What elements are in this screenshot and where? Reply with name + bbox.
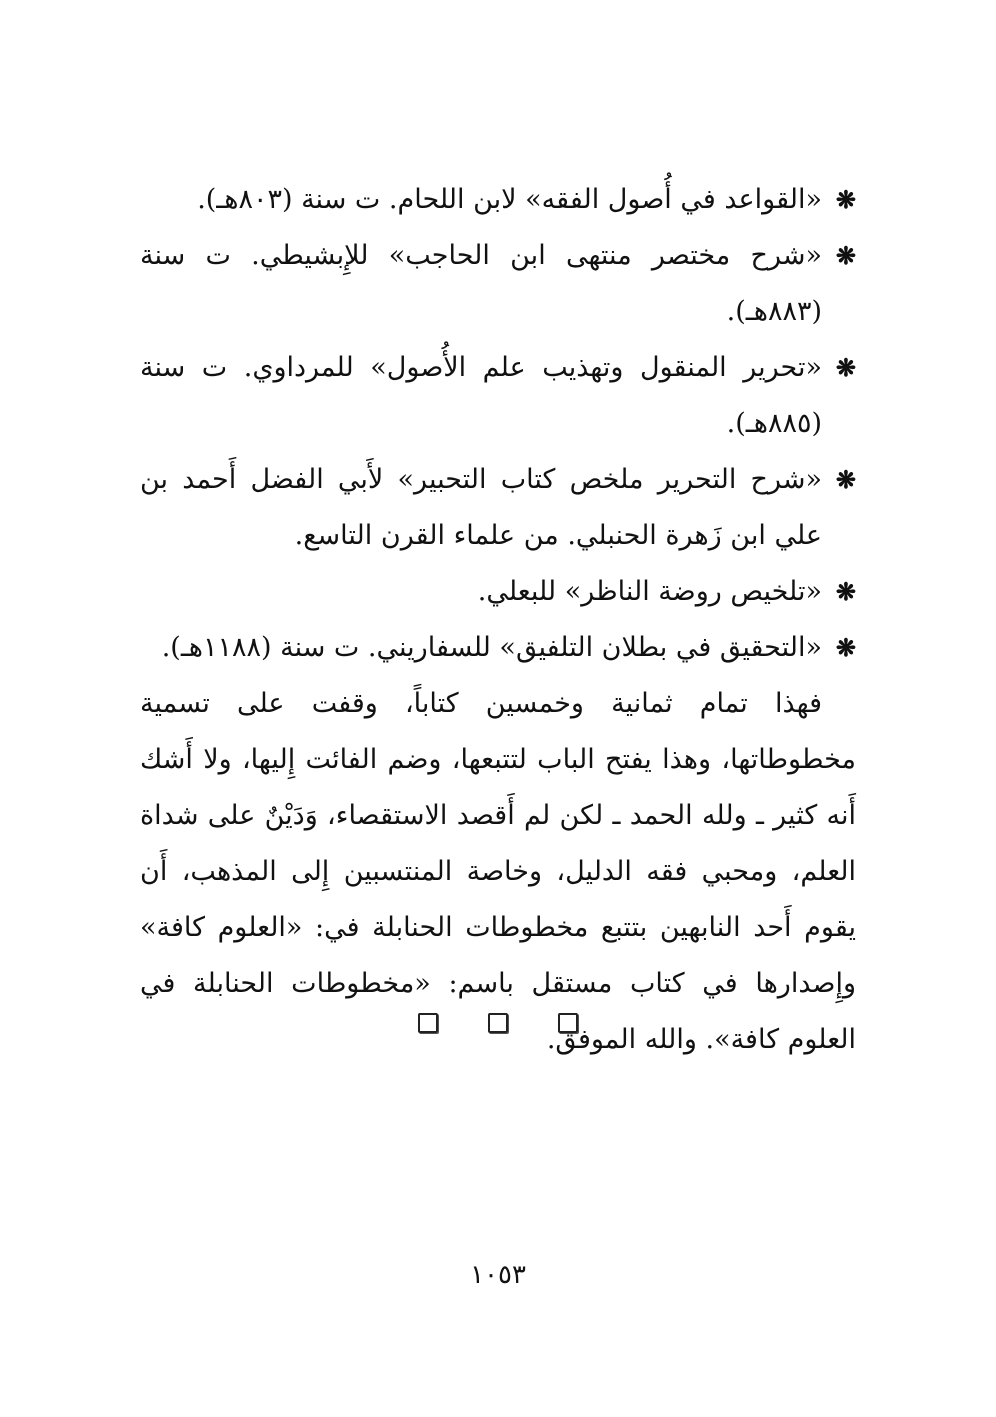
manuscript-list (140, 172, 856, 676)
asterisk-icon: ❋ (835, 185, 856, 214)
asterisk-icon: ❋ (835, 241, 856, 270)
list-item-text: «القواعد في أُصول الفقه» لابن اللحام. ت سنة (٨٠٣هـ). (197, 184, 822, 215)
list-item (140, 172, 856, 228)
list-item-text: «شرح مختصر منتهى ابن الحاجب» للإِبشيطي. ت سنة (٨٨٣هـ). (140, 240, 822, 327)
square-ornament-icon (418, 1013, 438, 1033)
list-item (140, 564, 856, 620)
list-item (140, 620, 856, 676)
list-item-text: «التحقيق في بطلان التلفيق» للسفاريني. ت سنة (١١٨٨هـ). (161, 632, 822, 663)
asterisk-icon: ❋ (835, 353, 856, 382)
section-separator (0, 1013, 996, 1033)
page-number: ١٠٥٣ (470, 1260, 526, 1290)
asterisk-icon: ❋ (835, 465, 856, 494)
closing-paragraph: فهذا تمام ثمانية وخمسين كتاباً، وقفت على تسمية مخطوطاتها، وهذا يفتح الباب لتتبعها، وضم الفائت إِليها، ولا أَشك أَنه كثير ـ ولله الحمد ـ لكن لم أَقصد الاستقصاء، وَدَيْنٌ على شداة العلم، ومحبي فقه الدليل، وخاصة المنتسبين إِلى المذهب، أَن يقوم أَحد النابهين بتتبع مخطوطات الحنابلة في: «العلوم كافة» وإِصدارها في كتاب مستقل باسم: «مخطوطات الحنابلة في العلوم كافة». والله الموفق. (140, 688, 856, 1055)
list-item (140, 340, 856, 452)
main-text (140, 172, 856, 1068)
list-item (140, 228, 856, 340)
square-ornament-icon (558, 1013, 578, 1033)
asterisk-icon: ❋ (835, 577, 856, 606)
list-item-text: «شرح التحرير ملخص كتاب التحبير» لأَبي الفضل أَحمد بن علي ابن زَهرة الحنبلي. من علماء القرن التاسع. (140, 464, 822, 551)
square-ornament-icon (488, 1013, 508, 1033)
list-item-text: «تلخيص روضة الناظر» للبعلي. (477, 576, 822, 607)
asterisk-icon: ❋ (835, 633, 856, 662)
list-item-text: «تحرير المنقول وتهذيب علم الأُصول» للمرداوي. ت سنة (٨٨٥هـ). (140, 352, 822, 439)
list-item (140, 452, 856, 564)
